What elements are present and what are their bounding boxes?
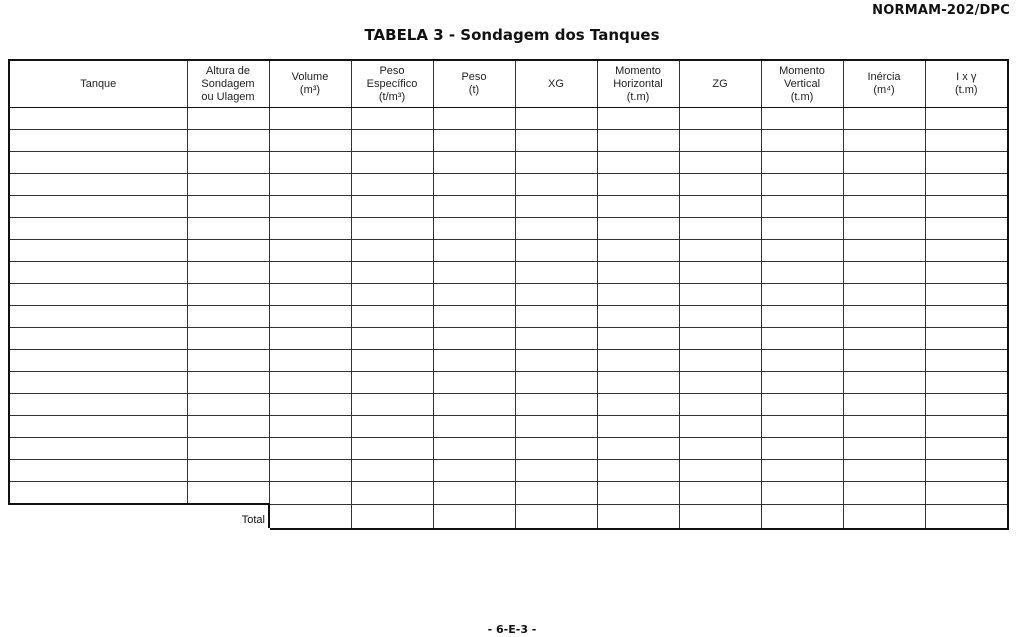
- table-cell[interactable]: [597, 438, 679, 460]
- header-line: Tanque: [80, 77, 117, 90]
- table-cell[interactable]: [597, 174, 679, 196]
- table-cell[interactable]: [433, 372, 515, 394]
- table-cell[interactable]: [9, 438, 187, 460]
- table-cell[interactable]: [843, 416, 925, 438]
- table-cell[interactable]: [925, 240, 1008, 262]
- table-cell[interactable]: [269, 240, 351, 262]
- col-header-volume: [269, 60, 351, 108]
- table-cell[interactable]: [351, 482, 433, 505]
- table-row: [9, 372, 1008, 394]
- table-cell[interactable]: [925, 460, 1008, 482]
- header-line: Momento: [779, 64, 825, 77]
- table-cell[interactable]: [515, 328, 597, 350]
- table-cell[interactable]: [515, 284, 597, 306]
- table-cell[interactable]: [679, 130, 761, 152]
- table-cell[interactable]: [433, 240, 515, 262]
- document-code: NORMAM-202/DPC: [872, 3, 1010, 18]
- table-cell[interactable]: [9, 262, 187, 284]
- table-cell[interactable]: [597, 262, 679, 284]
- table-cell[interactable]: [597, 460, 679, 482]
- table-cell[interactable]: [351, 152, 433, 174]
- col-header-xg: [515, 60, 597, 108]
- table-row: [9, 108, 1008, 130]
- table-cell[interactable]: [597, 130, 679, 152]
- table-cell[interactable]: [351, 196, 433, 218]
- table-cell[interactable]: [761, 394, 843, 416]
- table-cell[interactable]: [9, 218, 187, 240]
- table-cell[interactable]: [597, 152, 679, 174]
- table-cell[interactable]: [925, 108, 1008, 130]
- col-header-peso-especifico: [351, 60, 433, 108]
- table-cell[interactable]: [351, 306, 433, 328]
- header-line: Horizontal: [613, 77, 663, 90]
- table-cell[interactable]: [679, 306, 761, 328]
- table-cell[interactable]: [9, 240, 187, 262]
- header-line: Volume: [291, 71, 329, 83]
- header-line: Específico: [366, 77, 418, 90]
- total-cell[interactable]: [269, 504, 351, 529]
- table-cell[interactable]: [269, 174, 351, 196]
- table-cell[interactable]: [679, 196, 761, 218]
- table-cell[interactable]: [9, 174, 187, 196]
- table-cell[interactable]: [433, 350, 515, 372]
- table-cell[interactable]: [925, 306, 1008, 328]
- table-cell[interactable]: [761, 482, 843, 505]
- table-body: [9, 108, 1008, 530]
- table-cell[interactable]: [269, 350, 351, 372]
- table-cell[interactable]: [761, 460, 843, 482]
- table-cell[interactable]: [269, 306, 351, 328]
- table-cell[interactable]: [351, 262, 433, 284]
- col-header-peso: [433, 60, 515, 108]
- total-cell[interactable]: [597, 504, 679, 529]
- table-cell[interactable]: [9, 130, 187, 152]
- total-cell[interactable]: [843, 504, 925, 529]
- table-cell[interactable]: [187, 218, 269, 240]
- table-cell[interactable]: [269, 372, 351, 394]
- table-row: [9, 130, 1008, 152]
- col-header-momento-horizontal: [597, 60, 679, 108]
- table-cell[interactable]: [597, 108, 679, 130]
- header-line: Altura de: [205, 64, 251, 77]
- table-cell[interactable]: [433, 152, 515, 174]
- table-cell[interactable]: [515, 438, 597, 460]
- table-cell[interactable]: [761, 130, 843, 152]
- table-row: [9, 262, 1008, 284]
- table-cell[interactable]: [9, 196, 187, 218]
- table-cell[interactable]: [761, 218, 843, 240]
- table-cell[interactable]: [433, 174, 515, 196]
- table-cell[interactable]: [843, 284, 925, 306]
- table-cell[interactable]: [269, 152, 351, 174]
- table-cell[interactable]: [269, 196, 351, 218]
- table-cell[interactable]: [843, 350, 925, 372]
- table-row: [9, 174, 1008, 196]
- table-cell[interactable]: [187, 372, 269, 394]
- col-header-zg: [679, 60, 761, 108]
- table-cell[interactable]: [187, 350, 269, 372]
- table-cell[interactable]: [761, 152, 843, 174]
- table-cell[interactable]: [515, 240, 597, 262]
- table-cell[interactable]: [597, 328, 679, 350]
- table-cell[interactable]: [269, 130, 351, 152]
- table-cell[interactable]: [433, 482, 515, 505]
- table-cell[interactable]: [9, 328, 187, 350]
- table-row: [9, 152, 1008, 174]
- header-line: (t/m³): [378, 90, 406, 103]
- table-cell[interactable]: [515, 372, 597, 394]
- table-cell[interactable]: [597, 350, 679, 372]
- header-line: (t.m): [954, 84, 978, 96]
- header-line: Momento: [615, 64, 661, 77]
- table-cell[interactable]: [187, 416, 269, 438]
- table-cell[interactable]: [925, 416, 1008, 438]
- table-cell[interactable]: [843, 438, 925, 460]
- table-cell[interactable]: [843, 152, 925, 174]
- header-line: I x γ: [956, 71, 977, 83]
- table-cell[interactable]: [433, 284, 515, 306]
- table-cell[interactable]: [925, 174, 1008, 196]
- header-line: Sondagem: [201, 77, 255, 90]
- table-cell[interactable]: [925, 328, 1008, 350]
- table-cell[interactable]: [433, 218, 515, 240]
- tank-sounding-table: [8, 59, 1009, 530]
- table-cell[interactable]: [269, 218, 351, 240]
- header-line: ou Ulagem: [201, 90, 255, 103]
- table-cell[interactable]: [597, 306, 679, 328]
- table-cell[interactable]: [925, 218, 1008, 240]
- table-row: [9, 196, 1008, 218]
- table-row: [9, 306, 1008, 328]
- table-cell[interactable]: [269, 284, 351, 306]
- table-cell[interactable]: [925, 372, 1008, 394]
- table-cell[interactable]: [351, 218, 433, 240]
- table-cell[interactable]: [433, 306, 515, 328]
- table-cell[interactable]: [925, 438, 1008, 460]
- table-cell[interactable]: [597, 372, 679, 394]
- table-cell[interactable]: [9, 306, 187, 328]
- table-cell[interactable]: [761, 416, 843, 438]
- table-cell[interactable]: [269, 328, 351, 350]
- table-cell[interactable]: [351, 328, 433, 350]
- table-cell[interactable]: [679, 284, 761, 306]
- table-cell[interactable]: [269, 108, 351, 130]
- table-cell[interactable]: [187, 284, 269, 306]
- table-cell[interactable]: [597, 240, 679, 262]
- table-cell[interactable]: [597, 482, 679, 505]
- table-cell[interactable]: [351, 108, 433, 130]
- header-line: XG: [548, 77, 564, 90]
- table-cell[interactable]: [761, 328, 843, 350]
- table-cell[interactable]: [269, 438, 351, 460]
- header-line: Vertical: [783, 77, 821, 90]
- table-cell[interactable]: [843, 174, 925, 196]
- table-cell[interactable]: [433, 108, 515, 130]
- table-cell[interactable]: [843, 240, 925, 262]
- table-cell[interactable]: [515, 460, 597, 482]
- table-cell[interactable]: [433, 328, 515, 350]
- table-cell[interactable]: [925, 196, 1008, 218]
- table-row: [9, 240, 1008, 262]
- total-cell[interactable]: [761, 504, 843, 529]
- table-cell[interactable]: [679, 108, 761, 130]
- header-line: Peso: [461, 71, 487, 83]
- table-cell[interactable]: [9, 284, 187, 306]
- table-cell[interactable]: [679, 394, 761, 416]
- table-cell[interactable]: [679, 350, 761, 372]
- table-cell[interactable]: [843, 394, 925, 416]
- header-row: [9, 60, 1008, 108]
- table-cell[interactable]: [515, 350, 597, 372]
- table-cell[interactable]: [351, 130, 433, 152]
- table-cell[interactable]: [925, 394, 1008, 416]
- col-header-altura: [187, 60, 269, 108]
- table-cell[interactable]: [187, 460, 269, 482]
- table-cell[interactable]: [843, 328, 925, 350]
- total-row: [9, 504, 1008, 529]
- table-cell[interactable]: [187, 240, 269, 262]
- table-cell[interactable]: [679, 174, 761, 196]
- table-cell[interactable]: [351, 416, 433, 438]
- table-row: [9, 482, 1008, 505]
- table-cell[interactable]: [187, 394, 269, 416]
- table-cell[interactable]: [351, 284, 433, 306]
- table-row: [9, 328, 1008, 350]
- table-cell[interactable]: [761, 306, 843, 328]
- table-cell[interactable]: [761, 438, 843, 460]
- table-cell[interactable]: [843, 196, 925, 218]
- header-line: Peso: [379, 64, 405, 77]
- table-cell[interactable]: [9, 152, 187, 174]
- table-cell[interactable]: [9, 394, 187, 416]
- table-cell[interactable]: [925, 130, 1008, 152]
- table-cell[interactable]: [679, 328, 761, 350]
- header-line: Inércia: [867, 71, 901, 83]
- table-cell[interactable]: [351, 460, 433, 482]
- table-cell[interactable]: [515, 130, 597, 152]
- table-cell[interactable]: [9, 350, 187, 372]
- col-header-i-x-gamma: [925, 60, 1008, 108]
- total-cell[interactable]: [433, 504, 515, 529]
- table-row: [9, 218, 1008, 240]
- table-cell[interactable]: [433, 438, 515, 460]
- table-cell[interactable]: [187, 196, 269, 218]
- table-cell[interactable]: [843, 372, 925, 394]
- table-cell[interactable]: [269, 460, 351, 482]
- table-cell[interactable]: [761, 372, 843, 394]
- header-line: (t): [468, 84, 480, 96]
- table-cell[interactable]: [679, 372, 761, 394]
- table-cell[interactable]: [433, 130, 515, 152]
- table-cell[interactable]: [843, 306, 925, 328]
- table-cell[interactable]: [925, 350, 1008, 372]
- table-cell[interactable]: [843, 108, 925, 130]
- table-row: [9, 460, 1008, 482]
- col-header-tanque: [9, 60, 187, 108]
- table-cell[interactable]: [679, 262, 761, 284]
- table-cell[interactable]: [187, 262, 269, 284]
- table-cell[interactable]: [9, 372, 187, 394]
- table-cell[interactable]: [187, 174, 269, 196]
- table-cell[interactable]: [679, 482, 761, 505]
- table-cell[interactable]: [843, 482, 925, 505]
- table-cell[interactable]: [679, 218, 761, 240]
- table-cell[interactable]: [187, 108, 269, 130]
- table-cell[interactable]: [679, 152, 761, 174]
- table-cell[interactable]: [597, 416, 679, 438]
- table-cell[interactable]: [269, 482, 351, 505]
- table-cell[interactable]: [515, 108, 597, 130]
- table-cell[interactable]: [515, 306, 597, 328]
- table-cell[interactable]: [9, 482, 187, 505]
- table-cell[interactable]: [843, 460, 925, 482]
- total-cell[interactable]: [679, 504, 761, 529]
- table-cell[interactable]: [925, 262, 1008, 284]
- table-cell[interactable]: [187, 152, 269, 174]
- table-cell[interactable]: [351, 240, 433, 262]
- table-cell[interactable]: [761, 262, 843, 284]
- table-cell[interactable]: [9, 460, 187, 482]
- table-cell[interactable]: [433, 416, 515, 438]
- table-cell[interactable]: [761, 284, 843, 306]
- table-cell[interactable]: [269, 394, 351, 416]
- table-cell[interactable]: [843, 130, 925, 152]
- total-cell[interactable]: [515, 504, 597, 529]
- header-line: (m⁴): [873, 84, 895, 96]
- table-cell[interactable]: [761, 240, 843, 262]
- table-cell[interactable]: [843, 262, 925, 284]
- table-cell[interactable]: [925, 482, 1008, 505]
- table-cell[interactable]: [187, 306, 269, 328]
- table-cell[interactable]: [679, 240, 761, 262]
- header-line: (t.m): [626, 90, 650, 103]
- table-cell[interactable]: [433, 262, 515, 284]
- table-cell[interactable]: [351, 174, 433, 196]
- table-cell[interactable]: [9, 108, 187, 130]
- table-cell[interactable]: [925, 152, 1008, 174]
- table-cell[interactable]: [351, 394, 433, 416]
- table-cell[interactable]: [187, 328, 269, 350]
- table-cell[interactable]: [187, 482, 269, 505]
- table-cell[interactable]: [761, 350, 843, 372]
- table-cell[interactable]: [925, 284, 1008, 306]
- total-label: Total: [9, 504, 269, 529]
- table-cell[interactable]: [515, 416, 597, 438]
- table-cell[interactable]: [843, 218, 925, 240]
- table-cell[interactable]: [515, 482, 597, 505]
- table-cell[interactable]: [515, 262, 597, 284]
- table-row: [9, 284, 1008, 306]
- col-header-inercia: [843, 60, 925, 108]
- table-cell[interactable]: [761, 174, 843, 196]
- col-header-momento-vertical: [761, 60, 843, 108]
- table-cell[interactable]: [679, 438, 761, 460]
- header-line: (t.m): [790, 90, 814, 103]
- total-cell[interactable]: [351, 504, 433, 529]
- header-line: (m³): [299, 84, 321, 96]
- table-cell[interactable]: [187, 130, 269, 152]
- table-cell[interactable]: [515, 196, 597, 218]
- table-cell[interactable]: [515, 394, 597, 416]
- table-cell[interactable]: [351, 438, 433, 460]
- table-cell[interactable]: [597, 196, 679, 218]
- table-cell[interactable]: [597, 284, 679, 306]
- table-title: TABELA 3 - Sondagem dos Tanques: [364, 26, 660, 44]
- table-cell[interactable]: [761, 108, 843, 130]
- table-cell[interactable]: [9, 416, 187, 438]
- table-row: [9, 438, 1008, 460]
- header-line: ZG: [712, 77, 728, 90]
- table-cell[interactable]: [597, 218, 679, 240]
- table-row: [9, 350, 1008, 372]
- table-cell[interactable]: [679, 460, 761, 482]
- table-cell[interactable]: [351, 350, 433, 372]
- table-cell[interactable]: [187, 438, 269, 460]
- table-cell[interactable]: [269, 262, 351, 284]
- table-cell[interactable]: [679, 416, 761, 438]
- table-cell[interactable]: [433, 196, 515, 218]
- table-cell[interactable]: [433, 460, 515, 482]
- table-cell[interactable]: [433, 394, 515, 416]
- table-cell[interactable]: [761, 196, 843, 218]
- total-cell[interactable]: [925, 504, 1008, 529]
- table-cell[interactable]: [515, 152, 597, 174]
- table-cell[interactable]: [351, 372, 433, 394]
- table-row: [9, 416, 1008, 438]
- table-cell[interactable]: [597, 394, 679, 416]
- table-cell[interactable]: [515, 218, 597, 240]
- table-row: [9, 394, 1008, 416]
- page-number: - 6-E-3 -: [487, 623, 537, 636]
- table-cell[interactable]: [269, 416, 351, 438]
- table-cell[interactable]: [515, 174, 597, 196]
